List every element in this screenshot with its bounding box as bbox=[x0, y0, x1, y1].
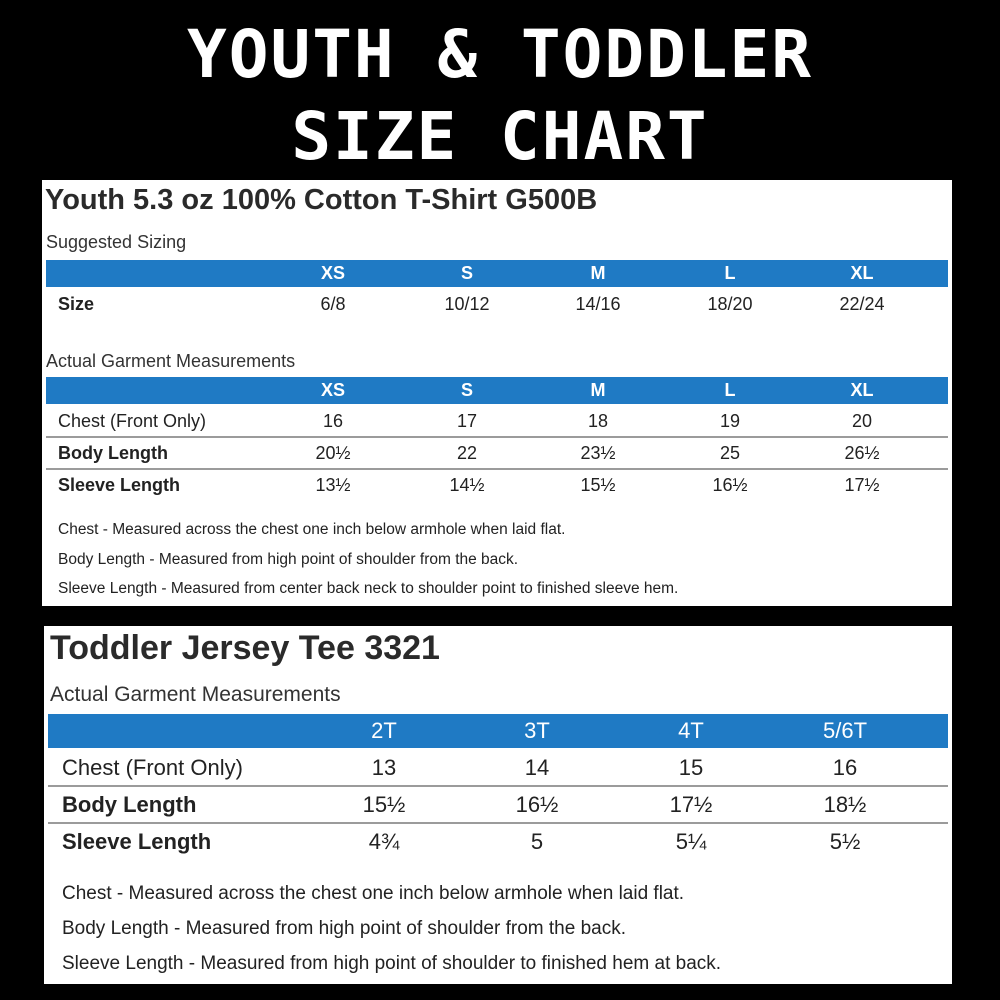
table-cell: 18 bbox=[587, 410, 609, 431]
table-cell: 20½ bbox=[315, 442, 351, 463]
toddler-note-sleeve-length: Sleeve Length - Measured from high point of shoulder to finished hem at back. bbox=[62, 953, 722, 974]
measure-header-xl: XL bbox=[850, 380, 874, 400]
youth-measurements-header bbox=[46, 377, 948, 404]
headline-line-2: SIZE CHART bbox=[291, 98, 709, 175]
toddler-note-body-length: Body Length - Measured from high point of shoulder from the back. bbox=[62, 918, 626, 939]
toddler-chest-row bbox=[48, 750, 948, 787]
youth-size-row bbox=[46, 288, 948, 320]
size-value-l: 18/20 bbox=[707, 293, 753, 314]
table-cell: 14 bbox=[524, 754, 550, 780]
sleeve-length-row-label: Sleeve Length bbox=[58, 474, 181, 495]
size-header-l: L bbox=[724, 263, 736, 283]
youth-measurements-label: Actual Garment Measurements bbox=[46, 351, 296, 371]
youth-size-chart bbox=[42, 180, 952, 606]
size-header-5-6t: 5/6T bbox=[822, 718, 868, 743]
size-value-xl: 22/24 bbox=[839, 293, 885, 314]
table-cell: 16½ bbox=[712, 474, 748, 495]
measure-header-s: S bbox=[460, 380, 474, 400]
body-length-row-label: Body Length bbox=[62, 791, 197, 817]
youth-note-chest: Chest - Measured across the chest one inch below armhole when laid flat. bbox=[58, 521, 566, 538]
size-header-s: S bbox=[460, 263, 474, 283]
table-cell: 15½ bbox=[580, 474, 616, 495]
table-cell: 4¾ bbox=[368, 828, 400, 854]
size-value-s: 10/12 bbox=[444, 293, 490, 314]
youth-sleeve-length-row bbox=[46, 470, 948, 500]
toddler-note-chest: Chest - Measured across the chest one inch below armhole when laid flat. bbox=[62, 883, 685, 904]
table-cell: 15 bbox=[678, 754, 704, 780]
table-cell: 26½ bbox=[844, 442, 880, 463]
table-cell: 17½ bbox=[669, 791, 713, 817]
table-cell: 15½ bbox=[362, 791, 406, 817]
size-row-label: Size bbox=[58, 293, 95, 314]
size-value-m: 14/16 bbox=[575, 293, 621, 314]
table-cell: 5½ bbox=[829, 828, 861, 854]
toddler-size-header bbox=[48, 714, 948, 748]
table-cell: 16 bbox=[832, 754, 858, 780]
table-cell: 13 bbox=[371, 754, 397, 780]
size-header-xl: XL bbox=[850, 263, 874, 283]
body-length-row-label: Body Length bbox=[58, 442, 168, 463]
youth-chart-title: Youth 5.3 oz 100% Cotton T-Shirt G500B bbox=[45, 184, 598, 216]
table-cell: 23½ bbox=[580, 442, 616, 463]
table-cell: 14½ bbox=[449, 474, 485, 495]
toddler-measurements-label: Actual Garment Measurements bbox=[50, 683, 341, 706]
table-cell: 25 bbox=[719, 442, 741, 463]
measure-header-l: L bbox=[724, 380, 736, 400]
size-header-4t: 4T bbox=[678, 718, 704, 743]
toddler-size-chart bbox=[44, 626, 952, 984]
size-header-2t: 2T bbox=[371, 718, 397, 743]
table-cell: 17 bbox=[456, 410, 478, 431]
toddler-chart-title: Toddler Jersey Tee 3321 bbox=[50, 629, 440, 667]
chest-row-label: Chest (Front Only) bbox=[62, 754, 243, 780]
table-cell: 19 bbox=[719, 410, 741, 431]
chest-row-label: Chest (Front Only) bbox=[58, 410, 207, 431]
youth-note-body-length: Body Length - Measured from high point of shoulder from the back. bbox=[58, 551, 519, 568]
table-cell: 13½ bbox=[315, 474, 351, 495]
table-cell: 16 bbox=[322, 410, 344, 431]
size-value-xs: 6/8 bbox=[320, 293, 346, 314]
toddler-sleeve-length-row bbox=[48, 824, 948, 859]
youth-suggested-size-header bbox=[46, 260, 948, 287]
table-cell: 17½ bbox=[844, 474, 880, 495]
table-cell: 20 bbox=[851, 410, 873, 431]
size-header-m: M bbox=[590, 263, 606, 283]
size-header-3t: 3T bbox=[524, 718, 550, 743]
page-headline bbox=[0, 14, 1000, 178]
toddler-body-length-row bbox=[48, 787, 948, 824]
table-cell: 5 bbox=[530, 828, 544, 854]
table-cell: 5¼ bbox=[675, 828, 707, 854]
suggested-sizing-label: Suggested Sizing bbox=[46, 232, 187, 252]
table-cell: 22 bbox=[456, 442, 478, 463]
youth-note-sleeve-length: Sleeve Length - Measured from center back neck to shoulder point to finished sleeve hem. bbox=[58, 580, 679, 597]
sleeve-length-row-label: Sleeve Length bbox=[62, 828, 212, 854]
size-header-xs: XS bbox=[320, 263, 346, 283]
headline-line-1: YOUTH & TODDLER bbox=[186, 16, 814, 93]
table-cell: 16½ bbox=[515, 791, 559, 817]
table-cell: 18½ bbox=[823, 791, 867, 817]
measure-header-m: M bbox=[590, 380, 606, 400]
youth-chest-row bbox=[46, 406, 948, 438]
youth-body-length-row bbox=[46, 438, 948, 470]
measure-header-xs: XS bbox=[320, 380, 346, 400]
